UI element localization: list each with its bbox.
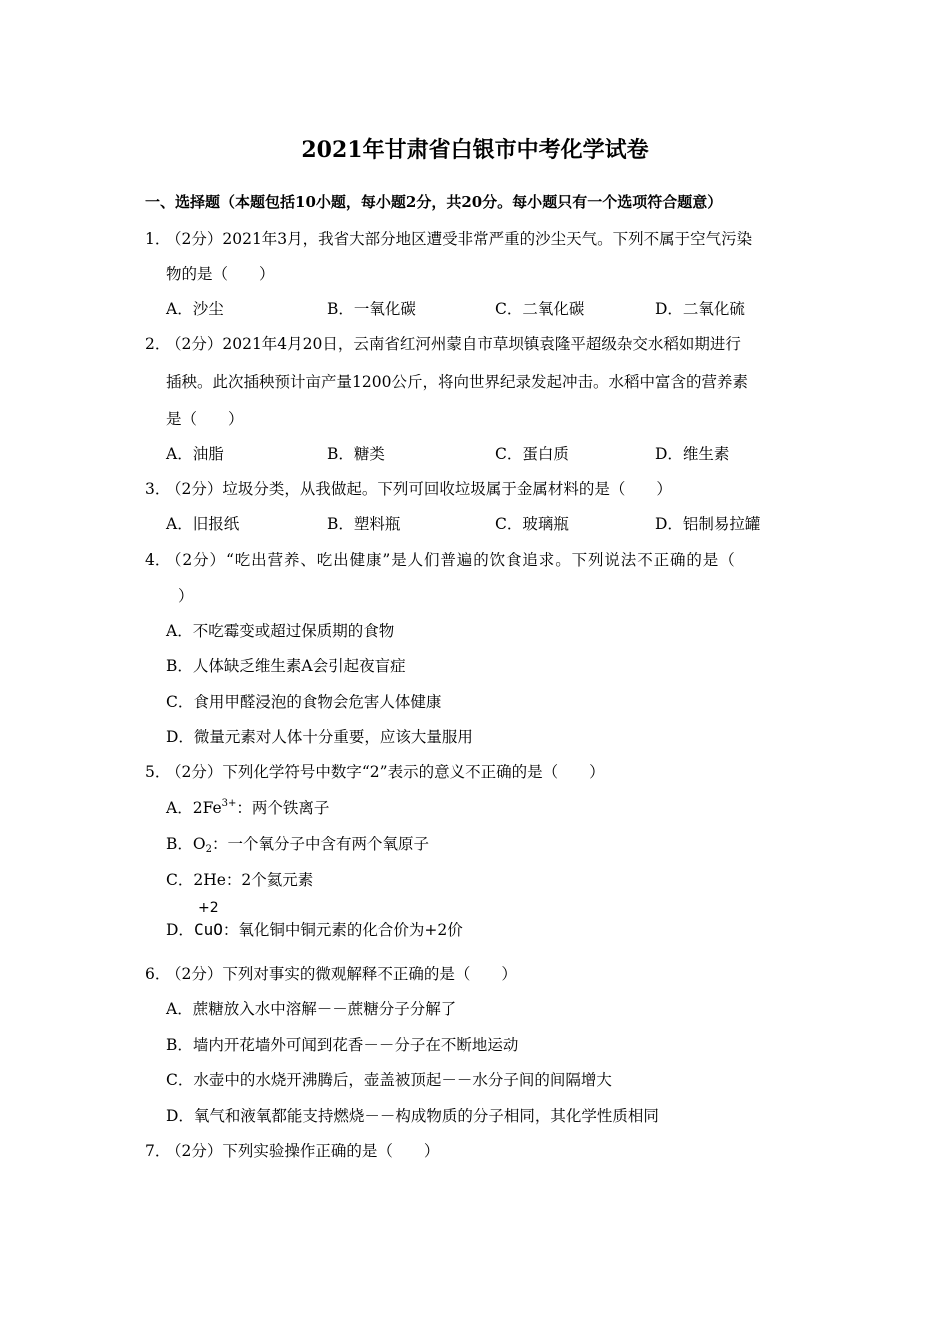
question-6-number: 6． (145, 965, 171, 983)
valence-label: +2 (198, 900, 219, 916)
question-5-number: 5． (145, 763, 171, 781)
question-4-option-b: B．人体缺乏维生素A会引起夜盲症 (166, 657, 406, 675)
question-5-option-d (166, 918, 463, 942)
question-3-option-a: A．旧报纸 (166, 515, 240, 533)
question-1-option-a: A．沙尘 (166, 300, 224, 318)
option-text: ：一个氧分子中含有两个氧原子 (211, 835, 429, 853)
question-2-text-line-2: 插秧。此次插秧预计亩产量1200公斤，将向世界纪录发起冲击。水稻中富含的营养素 (166, 373, 748, 391)
question-5-option-b (166, 832, 429, 856)
question-5-option-a (166, 796, 329, 820)
formula-cuo: CuO (193, 920, 223, 939)
question-1-option-d: D．二氧化硫 (655, 300, 745, 318)
question-2-option-a: A．油脂 (166, 445, 224, 463)
question-5-option-c: C．2He：2个氦元素 (166, 871, 314, 889)
question-4-text-line-1: （2分）“吃出营养、吃出健康”是人们普遍的饮食追求。下列说法不正确的是（ (166, 551, 736, 569)
option-label: D． (166, 921, 194, 939)
question-3-number: 3． (145, 480, 171, 498)
question-2-option-d: D．维生素 (655, 445, 730, 463)
question-6-option-b: B．墙内开花墙外可闻到花香－－分子在不断地运动 (166, 1036, 519, 1054)
question-1-text-line-1: （2分）2021年3月，我省大部分地区遭受非常严重的沙尘天气。下列不属于空气污染 (166, 230, 753, 248)
question-3-option-b: B．塑料瓶 (327, 515, 401, 533)
question-4-number: 4． (145, 551, 171, 569)
question-3-option-c: C．玻璃瓶 (495, 515, 569, 533)
question-1-option-c: C．二氧化碳 (495, 300, 585, 318)
option-label: A． (166, 799, 193, 817)
question-5-text-line-1: （2分）下列化学符号中数字“2”表示的意义不正确的是（ ） (166, 763, 605, 781)
formula-fe-ion: 2Fe (192, 799, 222, 817)
question-4-option-c: C．食用甲醛浸泡的食物会危害人体健康 (166, 693, 442, 711)
question-7-text-line-1: （2分）下列实验操作正确的是（ ） (166, 1142, 440, 1160)
question-3-option-d: D．铝制易拉罐 (655, 515, 761, 533)
question-1-number: 1． (145, 230, 171, 248)
formula-oxygen: O (192, 835, 206, 853)
question-2-text-line-3: 是（ ） (166, 410, 244, 428)
question-6-option-d: D．氧气和液氧都能支持燃烧－－构成物质的分子相同，其化学性质相同 (166, 1107, 659, 1125)
question-4-option-d: D．微量元素对人体十分重要，应该大量服用 (166, 728, 473, 746)
question-1-text-line-2: 物的是（ ） (166, 265, 275, 283)
question-7-number: 7． (145, 1142, 171, 1160)
section-heading: 一、选择题（本题包括10小题，每小题2分，共20分。每小题只有一个选项符合题意） (145, 193, 723, 211)
subscript-number: 2 (205, 844, 212, 855)
question-6-option-c: C．水壶中的水烧开沸腾后，壶盖被顶起－－水分子间的间隔增大 (166, 1071, 612, 1089)
ion-charge: 3+ (221, 798, 237, 809)
question-4-option-a: A．不吃霉变或超过保质期的食物 (166, 622, 395, 640)
question-6-text-line-1: （2分）下列对事实的微观解释不正确的是（ ） (166, 965, 517, 983)
option-text: ：氧化铜中铜元素的化合价为+2价 (222, 921, 463, 939)
option-label: B． (166, 835, 193, 853)
question-2-number: 2． (145, 335, 171, 353)
question-2-option-b: B．糖类 (327, 445, 385, 463)
page-title: 2021年甘肃省白银市中考化学试卷 (301, 137, 649, 163)
option-text: ：两个铁离子 (236, 799, 330, 817)
question-3-text-line-1: （2分）垃圾分类，从我做起。下列可回收垃圾属于金属材料的是（ ） (166, 480, 672, 498)
question-4-text-line-2: ） (178, 587, 194, 605)
question-6-option-a: A．蔗糖放入水中溶解－－蔗糖分子分解了 (166, 1000, 457, 1018)
question-1-option-b: B．一氧化碳 (327, 300, 416, 318)
question-2-option-c: C．蛋白质 (495, 445, 569, 463)
question-2-text-line-1: （2分）2021年4月20日，云南省红河州蒙自市草坝镇袁隆平超级杂交水稻如期进行 (166, 335, 741, 353)
